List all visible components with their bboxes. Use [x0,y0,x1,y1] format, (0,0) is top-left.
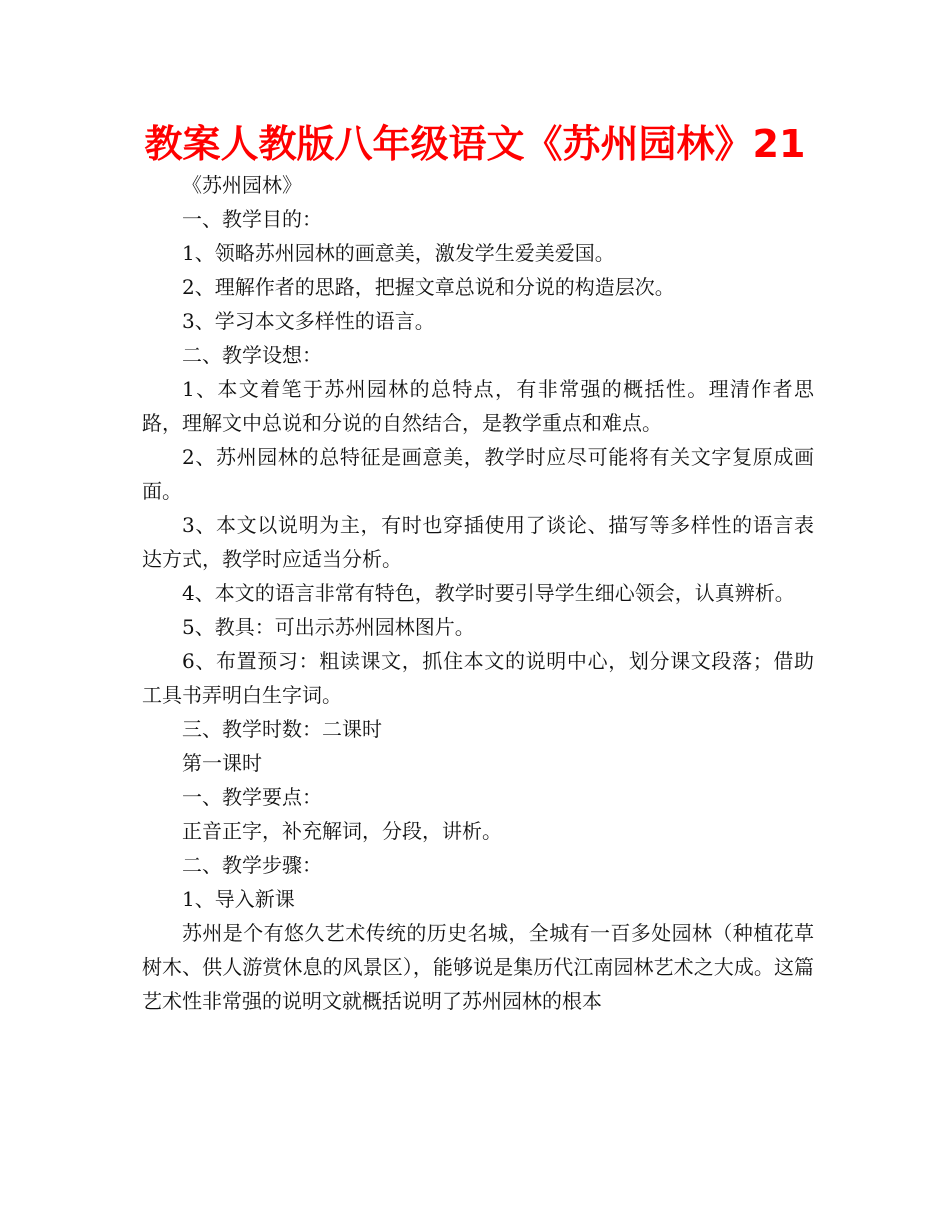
paragraph: 4、本文的语言非常有特色，教学时要引导学生细心领会，认真辨析。 [182,581,795,605]
paragraph: 苏州是个有悠久艺术传统的历史名城，全城有一百多处园林（种植花草树木、供人游赏休息的风景区），能够说是集历代江南园林艺术之大成。这篇艺术性非常强的说明文就概括说明了苏州园林的根本 [142,921,814,1013]
paragraph: 二、教学步骤： [182,853,322,877]
paragraph: 正音正字，补充解词，分段，讲析。 [182,819,502,843]
paragraph: 3、学习本文多样性的语言。 [182,309,435,333]
document-body [142,168,814,1018]
paragraph: 1、本文着笔于苏州园林的总特点，有非常强的概括性。理清作者思路，理解文中总说和分说的自然结合，是教学重点和难点。 [142,377,814,435]
paragraph: 5、教具：可出示苏州园林图片。 [182,615,475,639]
paragraph: 一、教学目的： [182,207,322,231]
paragraph: 第一课时 [182,751,262,775]
paragraph: 6、布置预习：粗读课文，抓住本文的说明中心，划分课文段落；借助工具书弄明白生字词。 [142,649,814,707]
paragraph: 1、导入新课 [182,887,295,911]
paragraph: 三、教学时数：二课时 [182,717,382,741]
paragraph: 2、苏州园林的总特征是画意美，教学时应尽可能将有关文字复原成画面。 [142,445,814,503]
paragraph: 1、领略苏州园林的画意美，激发学生爱美爱国。 [182,241,615,265]
paragraph: 一、教学要点： [182,785,322,809]
paragraph: 2、理解作者的思路，把握文章总说和分说的构造层次。 [182,275,675,299]
paragraph: 3、本文以说明为主，有时也穿插使用了谈论、描写等多样性的语言表达方式，教学时应适当分析。 [142,513,814,571]
paragraph: 《苏州园林》 [182,173,302,197]
document-title: 教案人教版八年级语文《苏州园林》21 [144,122,806,166]
paragraph: 二、教学设想： [182,343,322,367]
